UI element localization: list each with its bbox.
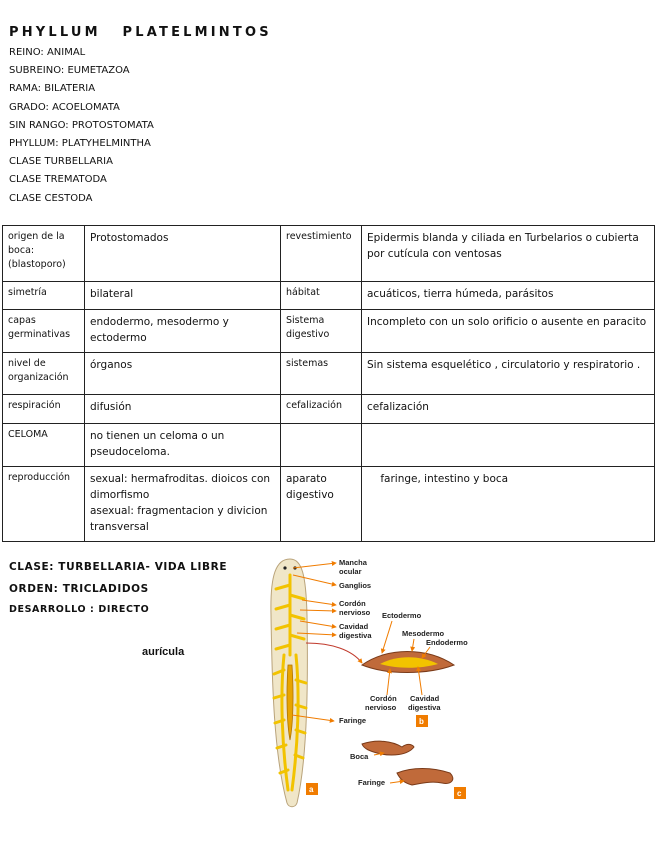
development-label: DESARROLLO : DIRECTO: [9, 604, 150, 615]
taxonomy-item: SIN RANGO: PROTOSTOMATA: [9, 119, 154, 131]
row-key: CELOMA: [3, 424, 85, 467]
label-cavidad-digestiva-b: digestiva: [408, 703, 441, 712]
planarian-anatomy-figure: [262, 555, 482, 810]
label-cordon-nervioso-b: nervioso: [365, 703, 397, 712]
row-key: origen de la boca:(blastoporo): [3, 226, 85, 282]
table-row: [3, 395, 655, 424]
taxonomy-item: GRADO: ACOELOMATA: [9, 101, 120, 113]
row-key: simetría: [3, 282, 85, 310]
row-value: [85, 467, 281, 542]
row-value: Epidermis blanda y ciliada en Turbelarios o cubierta por cutícula con ventosas: [362, 226, 655, 282]
label-mancha-ocular: ocular: [339, 567, 362, 576]
row-key: revestimiento: [281, 226, 362, 282]
table-row: [3, 467, 655, 542]
row-key: hábitat: [281, 282, 362, 310]
row-value: acuáticos, tierra húmeda, parásitos: [362, 282, 655, 310]
pharynx: [287, 665, 293, 740]
tag-a-label: a: [309, 785, 314, 794]
row-key: nivel de organización: [3, 353, 85, 395]
row-value: no tienen un celoma o un pseudoceloma.: [85, 424, 281, 467]
taxonomy-list: [9, 44, 154, 208]
taxonomy-item: REINO: ANIMAL: [9, 47, 86, 58]
taxonomy-item: RAMA: BILATERIA: [9, 83, 96, 95]
row-value: cefalización: [362, 395, 655, 424]
row-key: aparato digestivo: [281, 467, 362, 542]
row-key: respiración: [3, 395, 85, 424]
eye-spot-icon: [283, 566, 286, 569]
taxonomy-item: SUBREINO: EUMETAZOA: [9, 65, 130, 77]
row-value: Sin sistema esquelético , circulatorio y respiratorio .: [362, 353, 655, 395]
row-key: cefalización: [281, 395, 362, 424]
label-endodermo: Endodermo: [426, 638, 468, 647]
row-value: difusión: [85, 395, 281, 424]
table-row: [3, 310, 655, 353]
table-row: [3, 353, 655, 395]
taxonomy-item: CLASE CESTODA: [9, 192, 93, 204]
label-ectodermo: Ectodermo: [382, 611, 422, 620]
label-ganglios: Ganglios: [339, 581, 372, 590]
label-cavidad-digestiva-b: Cavidad: [410, 694, 440, 703]
row-value: endodermo, mesodermo y ectodermo: [85, 310, 281, 353]
reproduction-asexual: asexual: fragmentacion y divicion transversal: [90, 505, 268, 533]
table-row: [3, 424, 655, 467]
row-key: sistemas: [281, 353, 362, 395]
label-faringe-c: Faringe: [358, 778, 386, 787]
auricula-label: aurícula: [142, 646, 185, 658]
label-cordon-nervioso-b: Cordón: [370, 694, 397, 703]
label-boca: Boca: [350, 752, 369, 761]
order-label: ORDEN: TRICLADIDOS: [9, 583, 149, 595]
page-title: PHYLLUM PLATELMINTOS: [9, 25, 272, 40]
label-cavidad-digestiva: Cavidad: [339, 622, 369, 631]
tag-b-label: b: [419, 717, 424, 726]
row-value: órganos: [85, 353, 281, 395]
row-key: [281, 424, 362, 467]
label-cordon-nervioso: nervioso: [339, 608, 371, 617]
row-key: reproducción: [3, 467, 85, 542]
label-mancha-ocular: Mancha: [339, 558, 367, 567]
table-row: [3, 282, 655, 310]
characteristics-table: [2, 225, 655, 542]
row-value: Protostomados: [85, 226, 281, 282]
pharynx-retracted: [362, 741, 414, 755]
row-value: Incompleto con un solo orificio o ausente en paracito: [362, 310, 655, 353]
tag-c-label: c: [457, 789, 462, 798]
label-mesodermo: Mesodermo: [402, 629, 445, 638]
row-key: Sistema digestivo: [281, 310, 362, 353]
table-row: [3, 226, 655, 282]
taxonomy-item: CLASE TREMATODA: [9, 174, 107, 186]
label-faringe: Faringe: [339, 716, 367, 725]
row-value: bilateral: [85, 282, 281, 310]
class-label: CLASE: TURBELLARIA- VIDA LIBRE: [9, 561, 228, 573]
row-value: faringe, intestino y boca: [362, 467, 655, 542]
taxonomy-item: CLASE TURBELLARIA: [9, 156, 113, 168]
row-value: [362, 424, 655, 467]
label-cordon-nervioso: Cordón: [339, 599, 366, 608]
pharynx-extended: [397, 769, 453, 786]
row-key: capas germinativas: [3, 310, 85, 353]
label-cavidad-digestiva: digestiva: [339, 631, 372, 640]
taxonomy-item: PHYLLUM: PLATYHELMINTHA: [9, 137, 151, 149]
reproduction-sexual: sexual: hermafroditas. dioicos con dimorfismo: [90, 473, 271, 501]
